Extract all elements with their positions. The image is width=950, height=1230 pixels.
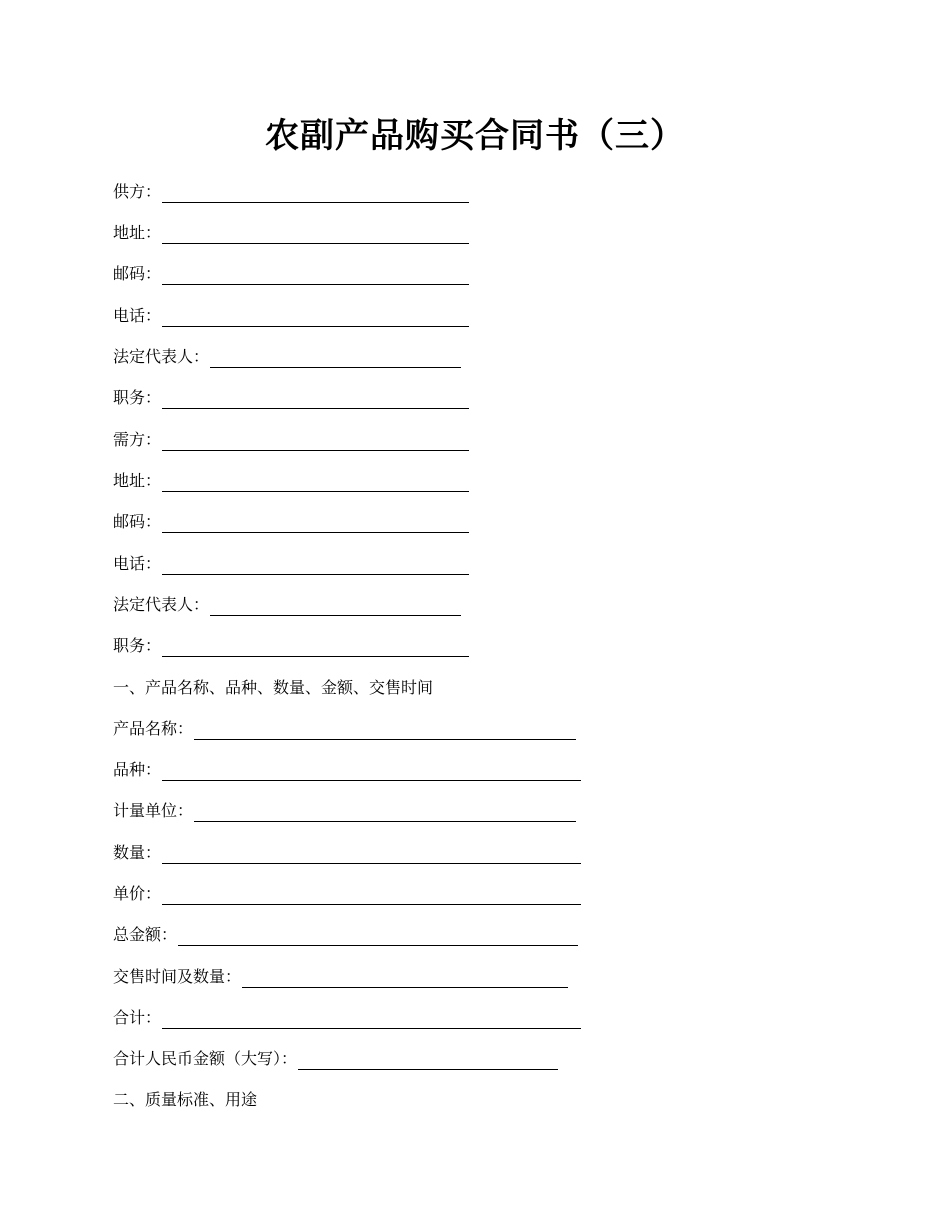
supplier-postcode-row — [113, 262, 469, 286]
buyer-legal-rep-row — [113, 593, 461, 617]
total-amount-label: 总金额： — [113, 925, 178, 944]
buyer-legal-rep-label: 法定代表人： — [113, 595, 210, 614]
buyer-postcode-row — [113, 510, 469, 534]
buyer-phone-field[interactable] — [162, 554, 469, 575]
supplier-address-field[interactable] — [162, 223, 469, 244]
supplier-phone-label: 电话： — [113, 306, 162, 325]
variety-label: 品种： — [113, 760, 162, 779]
supplier-postcode-label: 邮码： — [113, 264, 162, 283]
buyer-address-field[interactable] — [162, 471, 469, 492]
delivery-row — [113, 965, 568, 989]
sum-label: 合计： — [113, 1008, 162, 1027]
quantity-label: 数量： — [113, 843, 162, 862]
document-title: 农副产品购买合同书（三） — [265, 116, 685, 156]
total-amount-field[interactable] — [178, 925, 578, 946]
unit-field[interactable] — [194, 801, 576, 822]
supplier-party-row — [113, 180, 469, 204]
buyer-postcode-field[interactable] — [162, 512, 469, 533]
variety-row — [113, 758, 581, 782]
buyer-party-row — [113, 428, 469, 452]
supplier-legal-rep-label: 法定代表人： — [113, 347, 210, 366]
rmb-amount-label: 合计人民币金额（大写）： — [113, 1049, 298, 1068]
buyer-postcode-label: 邮码： — [113, 512, 162, 531]
unit-price-field[interactable] — [162, 884, 581, 905]
supplier-position-label: 职务： — [113, 388, 162, 407]
buyer-position-field[interactable] — [162, 636, 469, 657]
buyer-phone-label: 电话： — [113, 554, 162, 573]
delivery-field[interactable] — [242, 967, 568, 988]
buyer-address-label: 地址： — [113, 471, 162, 490]
buyer-address-row — [113, 469, 469, 493]
buyer-party-field[interactable] — [162, 430, 469, 451]
supplier-phone-row — [113, 304, 469, 328]
supplier-party-field[interactable] — [162, 182, 469, 203]
supplier-position-row — [113, 386, 469, 410]
supplier-position-field[interactable] — [162, 388, 469, 409]
supplier-postcode-field[interactable] — [162, 264, 469, 285]
unit-price-label: 单价： — [113, 884, 162, 903]
sum-row — [113, 1006, 581, 1030]
buyer-position-label: 职务： — [113, 636, 162, 655]
section2-heading — [113, 1088, 257, 1112]
quantity-field[interactable] — [162, 843, 581, 864]
buyer-position-row — [113, 634, 469, 658]
supplier-legal-rep-row — [113, 345, 461, 369]
supplier-address-label: 地址： — [113, 223, 162, 242]
supplier-phone-field[interactable] — [162, 306, 469, 327]
buyer-party-label: 需方： — [113, 430, 162, 449]
rmb-amount-row — [113, 1047, 558, 1071]
section1-heading-text: 一、产品名称、品种、数量、金额、交售时间 — [113, 678, 434, 697]
product-name-row — [113, 717, 576, 741]
rmb-amount-field[interactable] — [298, 1049, 558, 1070]
supplier-party-label: 供方： — [113, 182, 162, 201]
variety-field[interactable] — [162, 760, 581, 781]
unit-price-row — [113, 882, 581, 906]
section2-heading-text: 二、质量标准、用途 — [113, 1090, 258, 1109]
product-name-label: 产品名称： — [113, 719, 194, 738]
sum-field[interactable] — [162, 1008, 581, 1029]
total-amount-row — [113, 923, 578, 947]
unit-row — [113, 799, 576, 823]
supplier-legal-rep-field[interactable] — [210, 347, 461, 368]
quantity-row — [113, 841, 581, 865]
buyer-legal-rep-field[interactable] — [210, 595, 461, 616]
section1-heading — [113, 676, 433, 700]
product-name-field[interactable] — [194, 719, 576, 740]
unit-label: 计量单位： — [113, 801, 194, 820]
delivery-label: 交售时间及数量： — [113, 967, 242, 986]
supplier-address-row — [113, 221, 469, 245]
buyer-phone-row — [113, 552, 469, 576]
